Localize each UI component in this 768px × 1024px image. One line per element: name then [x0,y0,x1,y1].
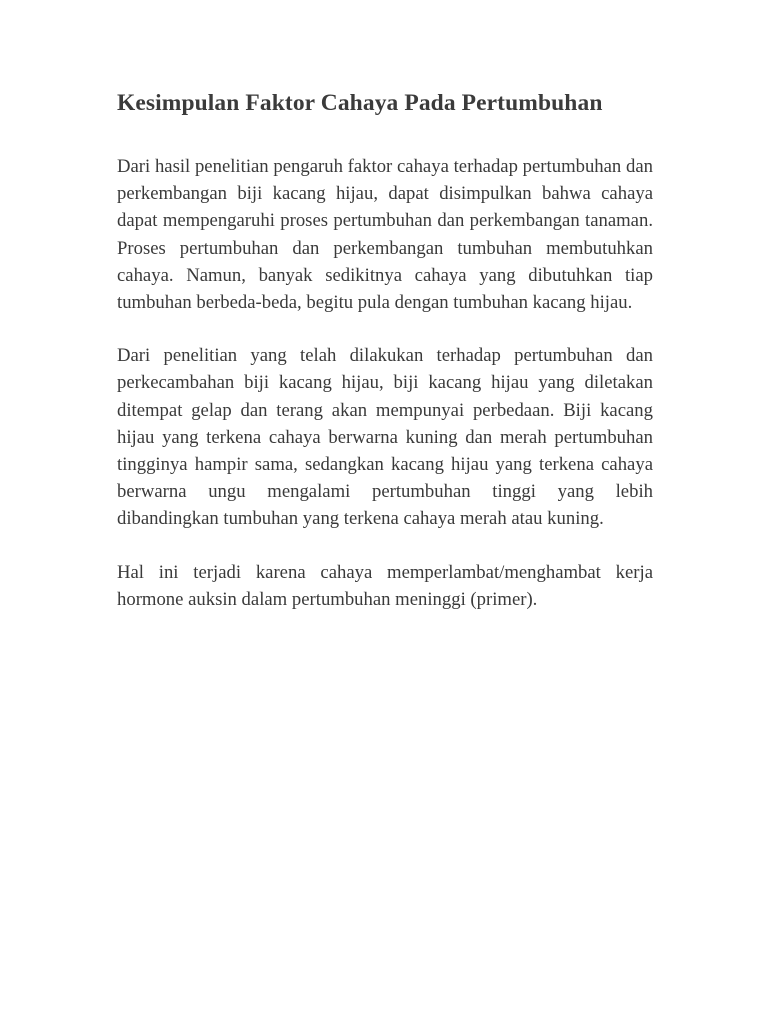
paragraph-2: Dari penelitian yang telah dilakukan terhadap pertumbuhan dan perkecambahan biji kacang hijau, biji kacang hijau yang diletakan ditempat gelap dan terang akan mempunyai perbedaan. Biji kacang hijau yang terkena cahaya berwarna kuning dan merah pertumbuhan tingginya hampir sama, sedangkan kacang hijau yang terkena cahaya berwarna ungu mengalami pertumbuhan tinggi yang lebih dibandingkan tumbuhan yang terkena cahaya merah atau kuning. [117,345,653,530]
paragraph-1: Dari hasil penelitian pengaruh faktor cahaya terhadap pertumbuhan dan perkembangan biji kacang hijau, dapat disimpulkan bahwa cahaya dapat mempengaruhi proses pertumbuhan dan perkembangan tanaman. Proses pertumbuhan dan perkembangan tumbuhan membutuhkan cahaya. Namun, banyak sedikitnya cahaya yang dibutuhkan tiap tumbuhan berbeda-beda, begitu pula dengan tumbuhan kacang hijau. [117,156,653,314]
document-content [117,86,653,639]
document-title: Kesimpulan Faktor Cahaya Pada Pertumbuhan [117,90,603,116]
paragraph-3: Hal ini terjadi karena cahaya memperlambat/menghambat kerja hormone auksin dalam pertumbuhan meninggi (primer). [117,561,653,610]
